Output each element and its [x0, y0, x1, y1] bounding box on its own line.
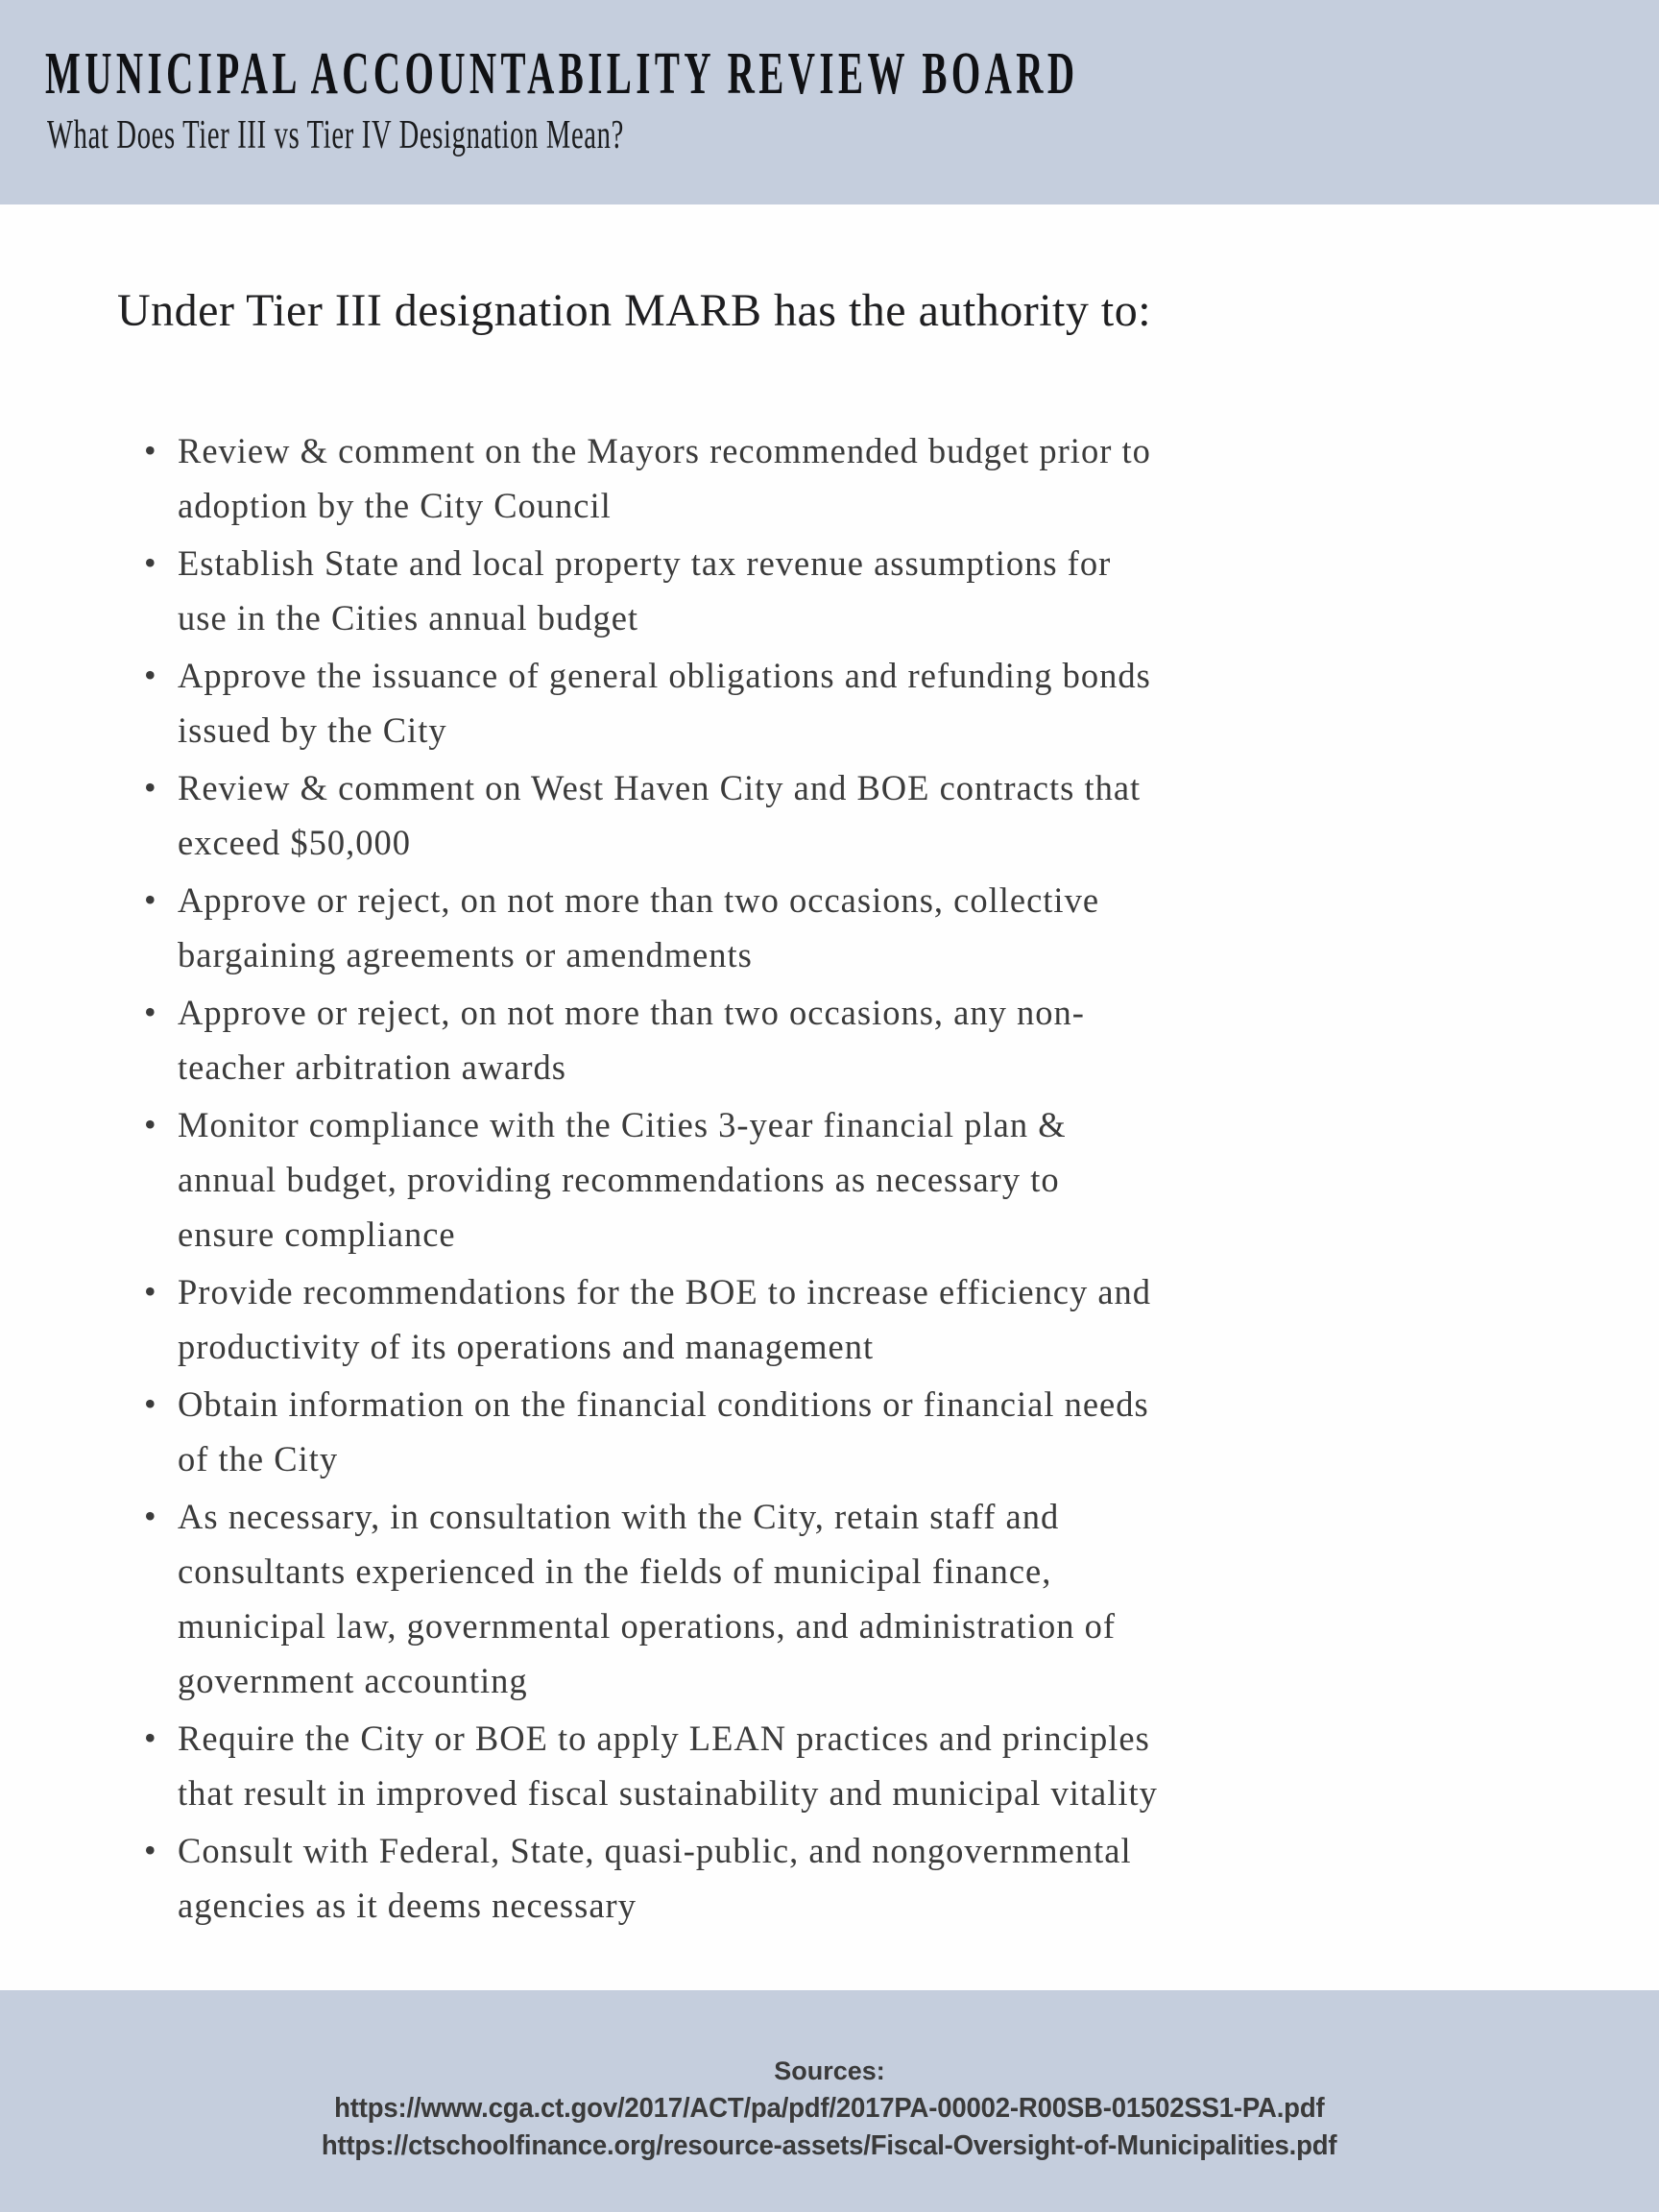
source-url: https://ctschoolfinance.org/resource-assets/Fiscal-Oversight-of-Municipalities.pdf — [322, 2130, 1337, 2161]
main-content — [0, 204, 1659, 1990]
page-title-text: MUNICIPAL ACCOUNTABILITY REVIEW BOARD — [45, 41, 1079, 107]
list-item: • Review & comment on the Mayors recommended budget prior to adoption by the City Council — [117, 423, 1601, 533]
list-item: • Monitor compliance with the Cities 3-year financial plan & annual budget, providing recommendations as necessary to ensure compliance — [117, 1097, 1601, 1262]
page-subtitle — [0, 104, 1659, 156]
list-item: • As necessary, in consultation with the City, retain staff and consultants experienced in the fields of municipal finance, municipal law, governmental operations, and administration of government accounting — [117, 1489, 1601, 1708]
source-line — [0, 2090, 1659, 2128]
authority-list — [117, 423, 1601, 1933]
list-item: • Consult with Federal, State, quasi-public, and nongovernmental agencies as it deems necessary — [117, 1823, 1601, 1933]
list-item: • Establish State and local property tax revenue assumptions for use in the Cities annual budget — [117, 536, 1601, 645]
source-line — [0, 2128, 1659, 2165]
list-item: • Provide recommendations for the BOE to increase efficiency and productivity of its operations and management — [117, 1264, 1601, 1374]
list-item: • Approve or reject, on not more than two occasions, any non- teacher arbitration awards — [117, 985, 1601, 1094]
list-item: • Review & comment on West Haven City and BOE contracts that exceed $50,000 — [117, 760, 1601, 870]
list-item: • Approve the issuance of general obligations and refunding bonds issued by the City — [117, 648, 1601, 757]
sources-label: Sources: — [774, 2056, 885, 2085]
sources-list — [0, 2090, 1659, 2165]
source-url: https://www.cga.ct.gov/2017/ACT/pa/pdf/2017PA-00002-R00SB-01502SS1-PA.pdf — [334, 2093, 1325, 2124]
list-item: • Require the City or BOE to apply LEAN practices and principles that result in improved fiscal sustainability and municipal vitality — [117, 1711, 1601, 1820]
page-title — [0, 0, 1659, 107]
list-item: • Obtain information on the financial conditions or financial needs of the City — [117, 1377, 1601, 1486]
page-subtitle-text: What Does Tier III vs Tier IV Designation Mean? — [47, 113, 624, 157]
header-band — [0, 0, 1659, 204]
section-heading: Under Tier III designation MARB has the authority to: — [117, 285, 1152, 336]
list-item: • Approve or reject, on not more than two occasions, collective bargaining agreements or amendments — [117, 873, 1601, 982]
footer-band — [0, 1990, 1659, 2212]
